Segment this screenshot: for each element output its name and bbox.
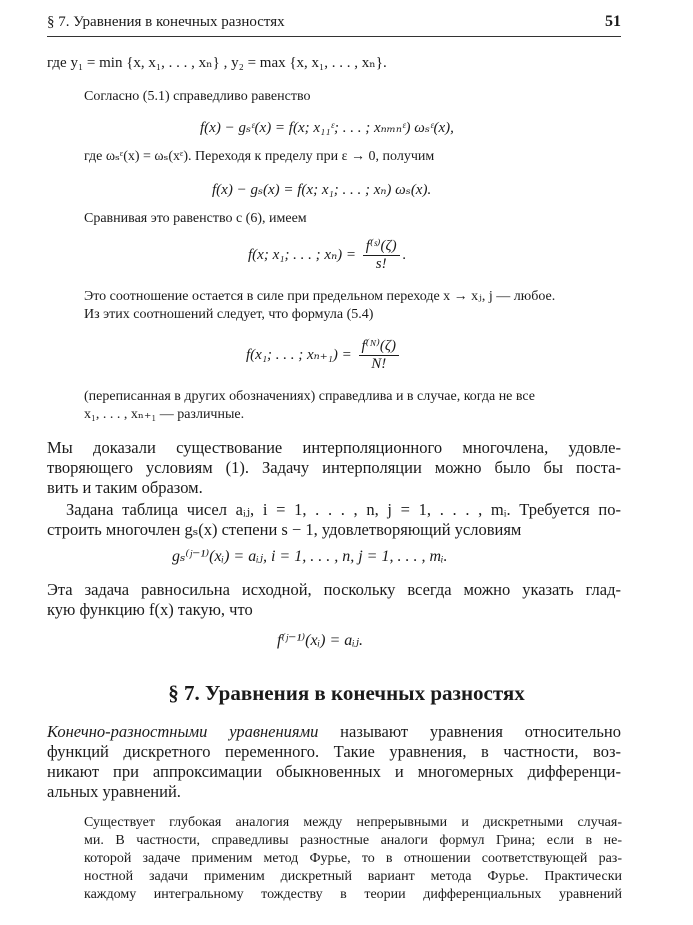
page-number: 51 [605, 13, 621, 30]
small-text-line: ми. В частности, справедливы разностные аналоги формул Грина; если в не- [84, 833, 622, 848]
equation-3-denominator: s! [375, 256, 387, 272]
equation-2: f(x) − gₛ(x) = f(x; x₁; . . . ; xₙ) ωₛ(x). [212, 182, 432, 198]
paragraph-line: Мы доказали существование интерполяционного многочлена, удовле- [47, 438, 621, 457]
equation-5: gₛ⁽ʲ⁻¹⁾(xᵢ) = aᵢⱼ, i = 1, . . . , n, j = 1, . . . , mᵢ. [172, 548, 448, 565]
paragraph-line: Эта задача равносильна исходной, поскольку всегда можно указать глад- [47, 580, 621, 599]
equation-3-numerator: f⁽ˢ⁾(ζ) [363, 238, 400, 256]
text-line: Из этих соотношений следует, что формула (5.4) [84, 307, 374, 322]
equation-6: f⁽ʲ⁻¹⁾(xᵢ) = aᵢⱼ. [277, 632, 364, 649]
paragraph-line: Задана таблица чисел aᵢⱼ, i = 1, . . . , n, j = 1, . . . , mᵢ. Требуется по- [66, 500, 621, 519]
paragraph-line [47, 722, 621, 742]
text-line: Согласно (5.1) справедливо равенство [84, 89, 311, 104]
paragraph-line: вить и таким образом. [47, 478, 203, 497]
text-line: (переписанная в других обозначениях) справедлива и в случае, когда не все [84, 389, 536, 404]
running-head-title: § 7. Уравнения в конечных разностях [47, 14, 285, 30]
text-line: где ωₛᵋ(x) = ωₛ(xᵋ). Переходя к пределу при ε → 0, получим [84, 149, 435, 164]
small-text-line: ностной задачи применим дискретный вариант метода Фурье. Практически [84, 869, 622, 884]
small-text-line: каждому интегральному тождеству в теории дифференциальных уравнений [84, 887, 622, 902]
running-head [47, 14, 621, 37]
section-heading: § 7. Уравнения в конечных разностях [168, 681, 525, 705]
equation-4 [246, 338, 402, 373]
equation-3-period: . [402, 246, 407, 263]
paragraph-line: функций дискретного переменного. Такие уравнения, в частности, воз- [47, 742, 621, 761]
text-line: x₁, . . . , xₙ₊₁ — различные. [84, 407, 245, 422]
equation-3-fraction [363, 238, 400, 273]
paragraph-text: называют уравнения относительно [318, 722, 621, 741]
paragraph-line: кую функцию f(x) такую, что [47, 600, 253, 619]
equation-4-fraction [359, 338, 399, 373]
paragraph-line: никают при аппроксимации обыкновенных и многомерных дифференци- [47, 762, 621, 781]
equation-4-denominator: N! [371, 356, 387, 372]
small-text-line: Существует глубокая аналогия между непрерывными и дискретными случая- [84, 815, 622, 830]
equation-1: f(x) − gₛᵋ(x) = f(x; x₁₁ᵋ; . . . ; xₙₘₙᵋ) ωₛᵋ(x), [200, 120, 454, 136]
paragraph-line: строить многочлен gₛ(x) степени s − 1, удовлетворяющий условиям [47, 520, 522, 539]
small-text-line: которой задаче применим метод Фурье, то в отношении соответствующей раз- [84, 851, 622, 866]
equation-3-left: f(x; x₁; . . . ; xₙ) = [248, 246, 357, 263]
equation-3 [248, 238, 406, 273]
equation-4-left: f(x₁; . . . ; xₙ₊₁) = [246, 346, 352, 363]
paragraph-line: альных уравнений. [47, 782, 181, 801]
text-line: Это соотношение остается в силе при предельном переходе x → xⱼ, j — любое. [84, 289, 556, 304]
text-line-minmax: где y₁ = min {x, x₁, . . . , xₙ} , y₂ = max {x, x₁, . . . , xₙ}. [47, 55, 387, 71]
text-line: Сравнивая это равенство с (6), имеем [84, 211, 307, 226]
equation-4-numerator: f⁽ᴺ⁾(ζ) [359, 338, 399, 356]
paragraph-line: творяющего условиям (1). Задачу интерполяции можно было бы поста- [47, 458, 621, 477]
term-italic: Конечно-разностными уравнениями [47, 722, 319, 741]
